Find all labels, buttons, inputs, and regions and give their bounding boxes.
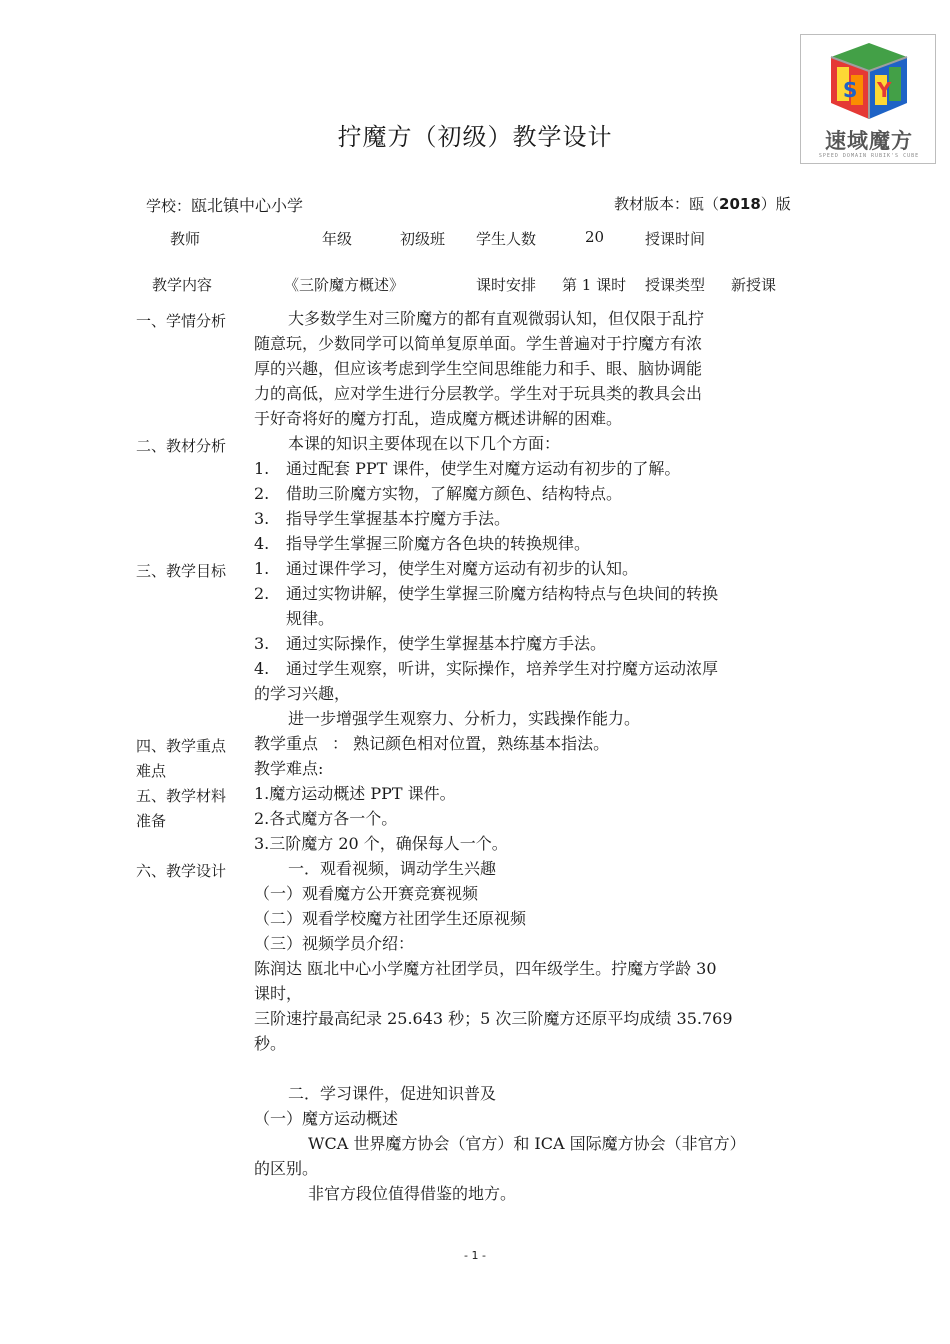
time-label: 授课时间 [645,230,706,248]
brand-name: 速域魔方 [825,129,913,153]
s6-line: 一．观看视频，调动学生兴趣 [288,859,497,878]
section-2-body [254,431,800,556]
list-item: 3. 通过实际操作，使学生掌握基本拧魔方手法。 [254,634,607,653]
document-title: 拧魔方（初级）教学设计 [337,123,613,151]
difficult-point: 教学难点: [254,759,324,778]
list-item: 4. 通过学生观察，听讲，实际操作，培养学生对拧魔方运动浓厚 [254,659,719,678]
schedule-value: 第 1 课时 [562,276,627,294]
s1-line: 于好奇将好的魔方打乱，造成魔方概述讲解的困难。 [254,409,623,428]
blank-line [254,1056,800,1081]
section-2-label: 二、教材分析 [136,437,227,455]
section-1-label: 一、学情分析 [136,312,227,330]
teacher-label: 教师 [170,230,201,248]
page-number: - 1 - [464,1249,486,1262]
list-item: 2.各式魔方各一个。 [254,809,398,828]
type-value: 新授课 [731,276,777,294]
s6-line: （一）观看魔方公开赛竞赛视频 [254,884,479,903]
s6-line: （三）视频学员介绍： [254,934,415,953]
section-5-body [254,781,800,856]
section-5-label: 五、教学材料 准备 [136,787,227,830]
s6-line: （一）魔方运动概述 [254,1109,399,1128]
section-3-label: 三、教学目标 [136,562,227,580]
edition-year: 2018 [719,195,761,213]
s6-line: 秒。 [254,1034,287,1053]
section-6-label: 六、教学设计 [136,862,227,880]
brand-subtitle: SPEED DOMAIN RUBIK'S CUBE [818,153,920,159]
s1-line: 厚的兴趣，但应该考虑到学生空间思维能力和手、眼、脑协调能 [254,359,703,378]
svg-text:S: S [843,78,858,102]
s6-line: 的区别。 [254,1159,319,1178]
list-item-cont: 规律。 [286,609,335,628]
content-label: 教学内容 [152,276,213,294]
s6-line: WCA 世界魔方协会（官方）和 ICA 国际魔方协会（非官方） [308,1134,746,1153]
list-item: 3. 指导学生掌握基本拧魔方手法。 [254,509,511,528]
list-item: 3.三阶魔方 20 个，确保每人一个。 [254,834,508,853]
class-value: 初级班 [400,230,446,248]
s2-intro: 本课的知识主要体现在以下几个方面： [288,434,561,453]
list-item: 2. 借助三阶魔方实物，了解魔方颜色、结构特点。 [254,484,623,503]
list-item: 4. 指导学生掌握三阶魔方各色块的转换规律。 [254,534,591,553]
s1-line: 力的高低，应对学生进行分层教学。学生对于玩具类的教具会出 [254,384,703,403]
s6-line: 非官方段位值得借鉴的地方。 [308,1184,517,1203]
list-item-cont: 的学习兴趣， [254,684,351,703]
content-value: 《三阶魔方概述》 [284,276,405,294]
list-item-cont: 进一步增强学生观察力、分析力，实践操作能力。 [288,709,641,728]
s6-line: 三阶速拧最高纪录 25.643 秒；5 次三阶魔方还原平均成绩 35.769 [254,1009,733,1028]
students-label: 学生人数 [476,230,537,248]
section-6-body [254,856,800,1206]
school-name: 瓯北镇中心小学 [191,196,304,215]
svg-text:Y: Y [877,78,892,102]
s6-line: 陈润达 瓯北中心小学魔方社团学员，四年级学生。拧魔方学龄 30 [254,959,717,978]
list-item: 2. 通过实物讲解，使学生掌握三阶魔方结构特点与色块间的转换 [254,584,719,603]
s6-line: 课时， [254,984,303,1003]
list-item: 1.魔方运动概述 PPT 课件。 [254,784,456,803]
section-3-body [254,556,800,731]
school-label: 学校： [146,197,192,215]
type-label: 授课类型 [645,276,706,294]
cube-logo-icon [801,35,937,127]
s1-line: 随意玩，少数同学可以简单复原单面。学生普遍对于拧魔方有浓 [254,334,703,353]
edition-label: 教材版本：瓯（ [614,195,720,213]
section-4-body [254,731,800,781]
schedule-label: 课时安排 [476,276,537,294]
section-1-body [254,306,800,431]
list-item: 1. 通过课件学习，使学生对魔方运动有初步的认知。 [254,559,639,578]
students-value: 20 [585,228,605,246]
section-4-label: 四、教学重点 难点 [136,737,227,780]
list-item: 1. 通过配套 PPT 课件，使学生对魔方运动有初步的了解。 [254,459,681,478]
key-point: 教学重点 ： 熟记颜色相对位置，熟练基本指法。 [254,734,610,753]
edition-info [614,193,791,214]
s6-line: 二．学习课件，促进知识普及 [288,1084,497,1103]
s1-line: 大多数学生对三阶魔方的都有直观微弱认知，但仅限于乱拧 [288,309,705,328]
school-info [146,193,303,216]
edition-suffix: ）版 [760,195,791,213]
s6-line: （二）观看学校魔方社团学生还原视频 [254,909,527,928]
grade-label: 年级 [322,230,353,248]
